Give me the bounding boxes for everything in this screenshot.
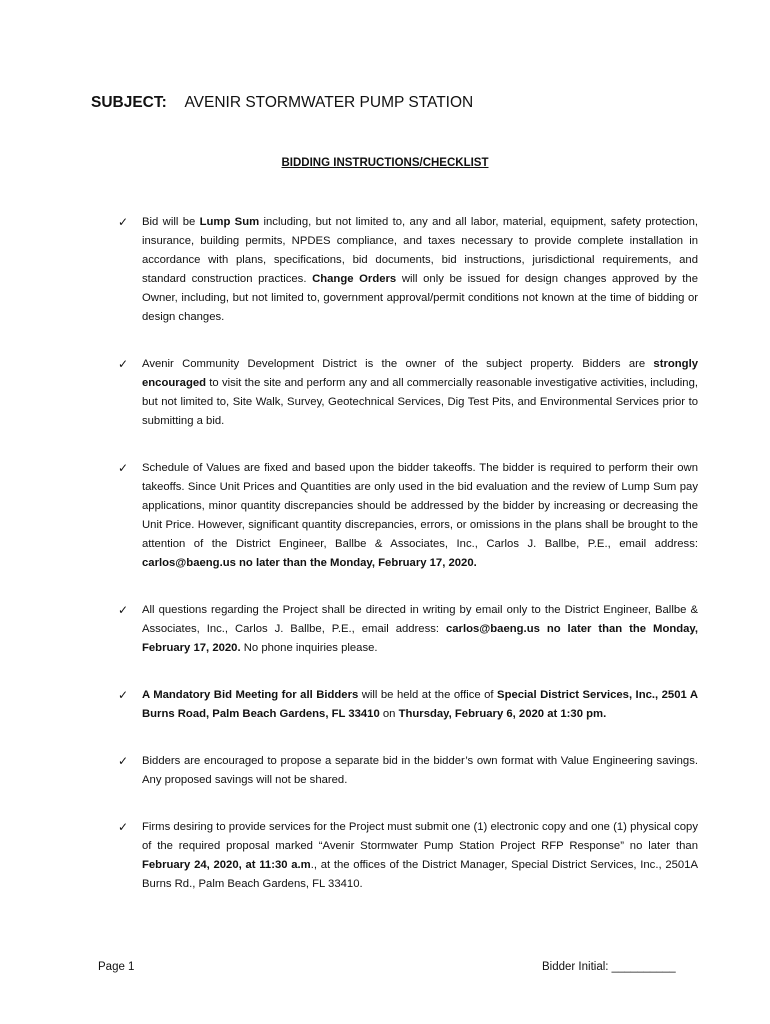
checkmark-icon: ✓	[118, 820, 129, 834]
checklist	[118, 213, 698, 922]
checklist-item-text	[142, 752, 698, 790]
text-segment: Avenir Community Development District is the owner of the subject property. Bidders are	[142, 358, 654, 370]
bold-text: carlos@baeng.us no later than the Monday, February 17, 2020.	[142, 623, 699, 654]
checklist-item-text	[142, 601, 698, 658]
subject-value: AVENIR STORMWATER PUMP STATION	[184, 94, 474, 111]
subject-line	[91, 94, 473, 112]
section-heading: BIDDING INSTRUCTIONS/CHECKLIST	[281, 157, 489, 169]
text-segment: All questions regarding the Project shall be directed in writing by email only to the District Engineer, Ballbe & Associates, Inc., Carlos J. Ballbe, P.E., email address:	[142, 604, 698, 635]
text-segment: ., at the offices of the District Manager, Special District Services, Inc., 2501A Burns Rd., Palm Beach Gardens, FL 33410.	[142, 859, 698, 890]
text-segment: Bid will be	[142, 216, 200, 228]
text-segment: Firms desiring to provide services for the Project must submit one (1) electronic copy and one (1) physical copy of the required proposal marked “Avenir Stormwater Pump Station Project RFP Response” no later than	[142, 821, 698, 852]
checklist-item	[118, 752, 698, 790]
checklist-item	[118, 213, 698, 327]
checklist-item	[118, 818, 698, 894]
text-segment: Bidders are encouraged to propose a separate bid in the bidder’s own format with Value Engineering savings. Any proposed savings will not be shared.	[142, 755, 698, 786]
checklist-item-text	[142, 818, 698, 894]
bold-text: A Mandatory Bid Meeting for all Bidders	[142, 689, 359, 701]
bold-text: Thursday, February 6, 2020 at 1:30 pm.	[398, 708, 607, 720]
text-segment: No phone inquiries please.	[240, 642, 378, 654]
bold-text: carlos@baeng.us no later than the Monday, February 17, 2020.	[142, 557, 477, 569]
checklist-item-text	[142, 686, 698, 724]
checkmark-icon: ✓	[118, 461, 129, 475]
checklist-item	[118, 459, 698, 573]
text-segment: on	[379, 708, 399, 720]
bold-text: Change Orders	[312, 273, 397, 285]
checklist-item	[118, 686, 698, 724]
bidder-initial-field: Bidder Initial: __________	[542, 961, 676, 973]
text-segment: including, but not limited to, any and all labor, material, equipment, safety protection, insurance, building permits, NPDES compliance, and taxes necessary to provide complete installation in accordance with plans, specifications, bid documents, bid instructions, jurisdictional requirements, and standard construction practices.	[142, 216, 698, 285]
checklist-item	[118, 601, 698, 658]
checkmark-icon: ✓	[118, 754, 129, 768]
checklist-item-text	[142, 355, 698, 431]
subject-label: SUBJECT:	[91, 94, 167, 111]
bold-text: February 24, 2020, at 11:30 a.m	[142, 859, 311, 871]
text-segment: will only be issued for design changes approved by the Owner, including, but not limited to, government approval/permit conditions not known at the time of bidding or design changes.	[142, 273, 698, 323]
text-segment: Schedule of Values are fixed and based upon the bidder takeoffs. The bidder is required to perform their own takeoffs. Since Unit Prices and Quantities are only used in the bid evaluation and the review of Lump Sum pay applications, minor quantity discrepancies should be addressed by the bidder by increasing or decreasing the Unit Price. However, significant quantity discrepancies, errors, or omissions in the plans shall be brought to the attention of the District Engineer, Ballbe & Associates, Inc., Carlos J. Ballbe, P.E., email address:	[142, 462, 698, 550]
checkmark-icon: ✓	[118, 688, 129, 702]
text-segment: will be held at the office of	[358, 689, 498, 701]
checkmark-icon: ✓	[118, 215, 129, 229]
bold-text: Lump Sum	[199, 216, 260, 228]
text-segment: to visit the site and perform any and all commercially reasonable investigative activities, including, but not limited to, Site Walk, Survey, Geotechnical Services, Dig Test Pits, and Environmental Services prior to submitting a bid.	[142, 377, 698, 427]
page-number: Page 1	[98, 961, 135, 973]
bold-text: Special District Services, Inc., 2501 A Burns Road, Palm Beach Gardens, FL 33410	[142, 689, 698, 720]
checkmark-icon: ✓	[118, 603, 129, 617]
bold-text: strongly encouraged	[142, 358, 698, 389]
checklist-item-text	[142, 213, 698, 327]
checklist-item	[118, 355, 698, 431]
checklist-item-text	[142, 459, 698, 573]
checkmark-icon: ✓	[118, 357, 129, 371]
